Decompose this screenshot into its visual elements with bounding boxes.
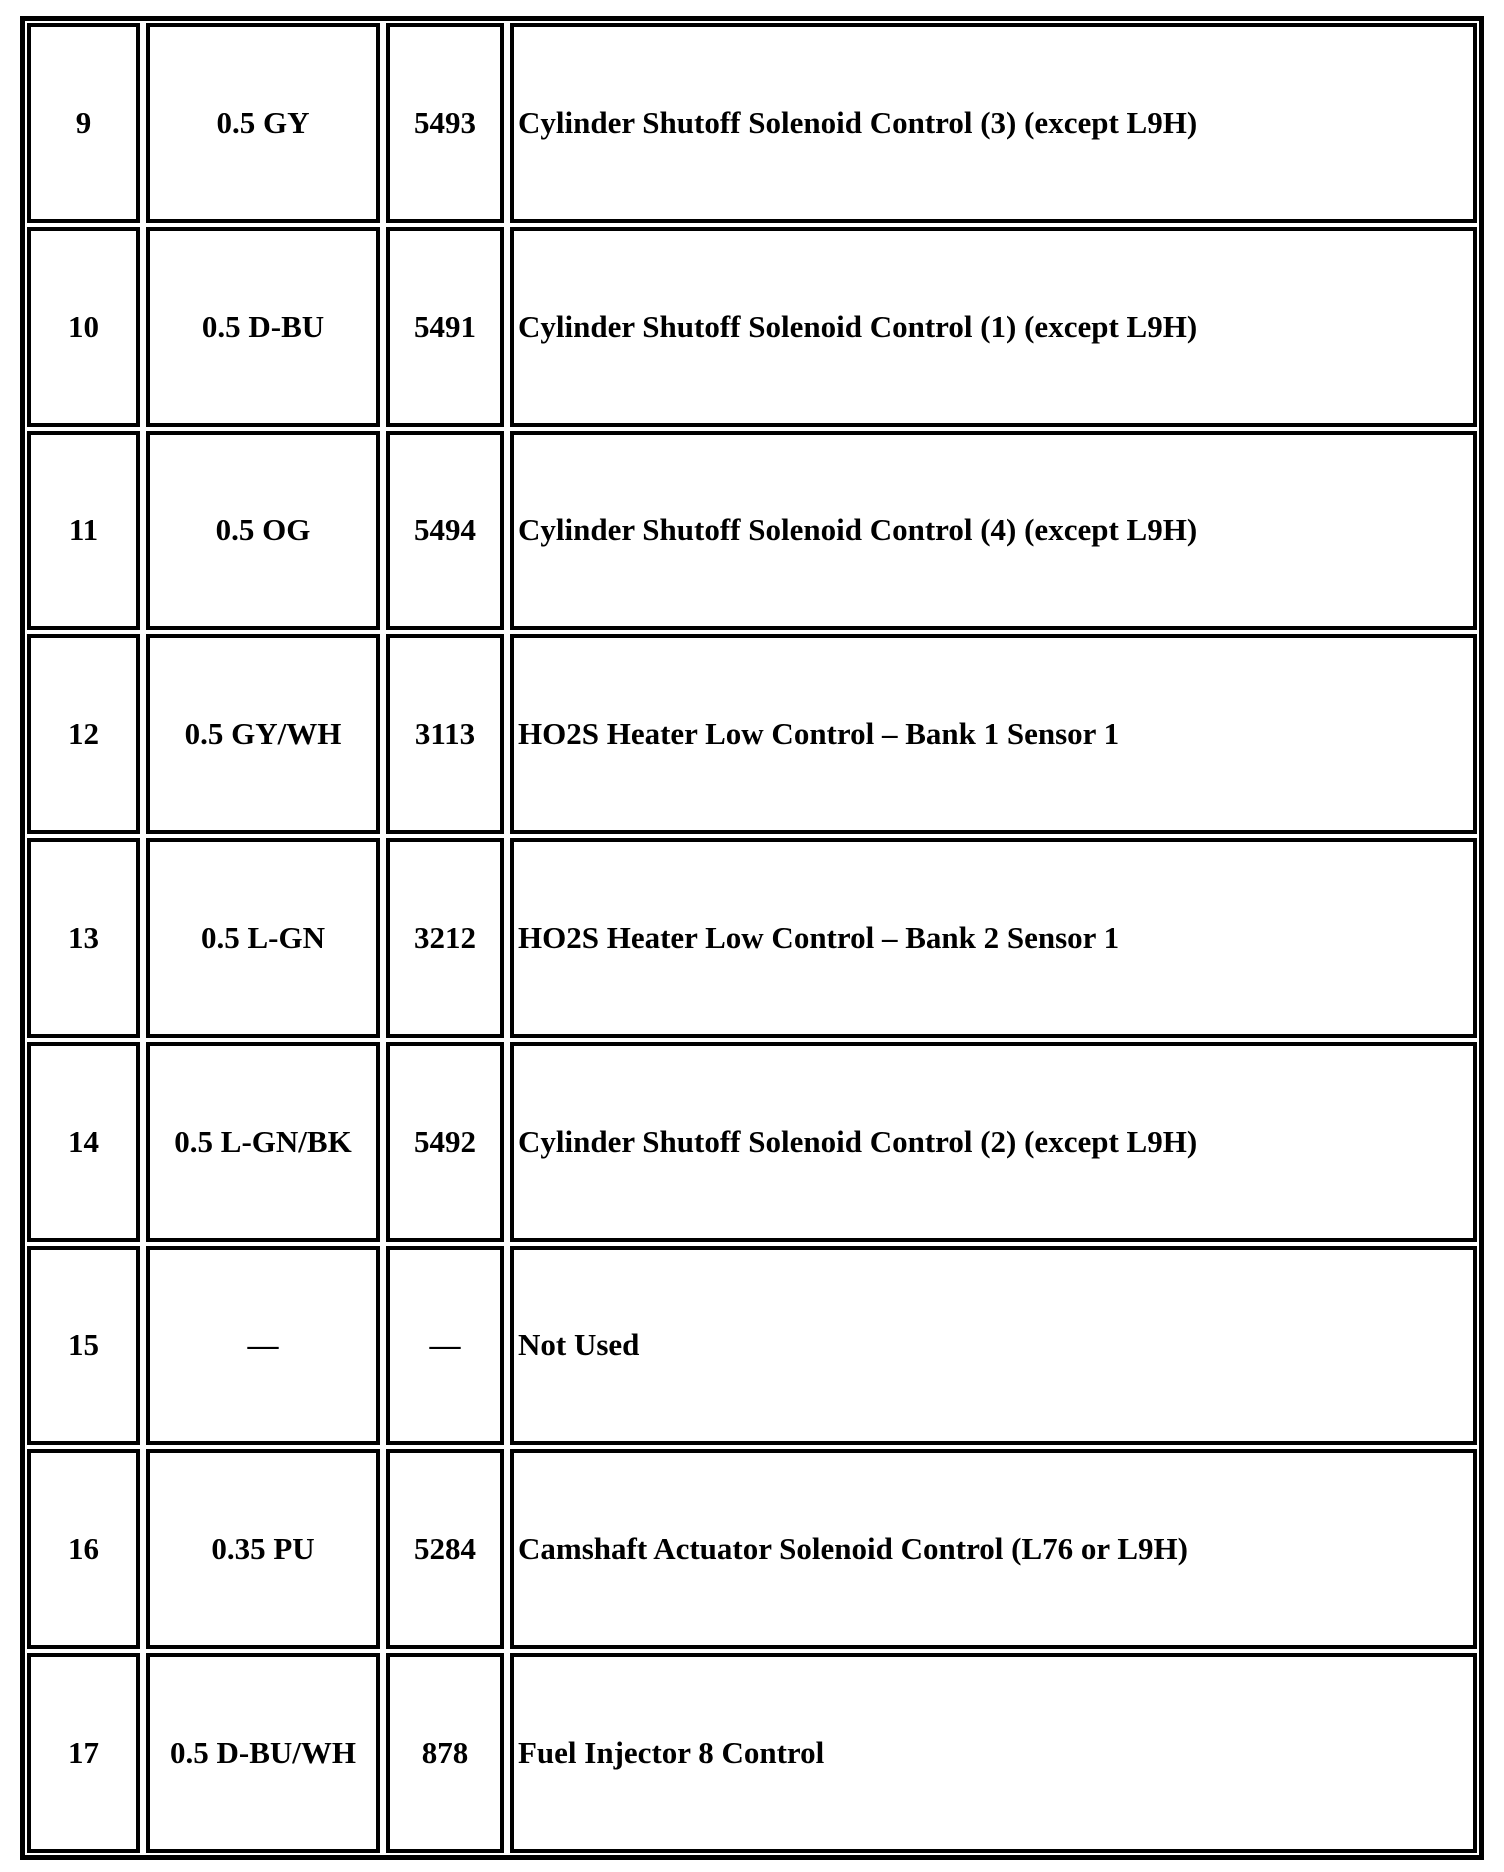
pin-number-cell: 17 xyxy=(27,1653,140,1853)
circuit-number-cell: 3113 xyxy=(386,634,504,834)
table-row xyxy=(27,227,1477,427)
pin-number-cell: 15 xyxy=(27,1246,140,1446)
function-cell: Cylinder Shutoff Solenoid Control (2) (except L9H) xyxy=(510,1042,1477,1242)
connector-pinout-table xyxy=(21,19,1483,1857)
pin-number-cell: 11 xyxy=(27,431,140,631)
wire-color-cell: 0.5 OG xyxy=(146,431,380,631)
connector-pinout-table-frame xyxy=(20,16,1484,1860)
wire-color-cell: 0.5 L-GN xyxy=(146,838,380,1038)
circuit-number-cell: 5493 xyxy=(386,23,504,223)
circuit-number-cell: 5494 xyxy=(386,431,504,631)
function-cell: Fuel Injector 8 Control xyxy=(510,1653,1477,1853)
wire-color-cell: 0.5 GY xyxy=(146,23,380,223)
circuit-number-cell: 5284 xyxy=(386,1449,504,1649)
pin-number-cell: 12 xyxy=(27,634,140,834)
pin-number-cell: 13 xyxy=(27,838,140,1038)
pin-number-cell: 9 xyxy=(27,23,140,223)
wire-color-cell: 0.5 D-BU xyxy=(146,227,380,427)
table-row xyxy=(27,1653,1477,1853)
table-row xyxy=(27,1246,1477,1446)
wire-color-cell: 0.5 GY/WH xyxy=(146,634,380,834)
function-cell: Camshaft Actuator Solenoid Control (L76 or L9H) xyxy=(510,1449,1477,1649)
table-row xyxy=(27,838,1477,1038)
function-cell: HO2S Heater Low Control – Bank 1 Sensor 1 xyxy=(510,634,1477,834)
pin-number-cell: 16 xyxy=(27,1449,140,1649)
table-row xyxy=(27,431,1477,631)
table-row xyxy=(27,1449,1477,1649)
circuit-number-cell: 5492 xyxy=(386,1042,504,1242)
function-cell: Cylinder Shutoff Solenoid Control (4) (except L9H) xyxy=(510,431,1477,631)
table-row xyxy=(27,1042,1477,1242)
wire-color-cell: — xyxy=(146,1246,380,1446)
pin-number-cell: 10 xyxy=(27,227,140,427)
table-row xyxy=(27,23,1477,223)
table-row xyxy=(27,634,1477,834)
function-cell: HO2S Heater Low Control – Bank 2 Sensor 1 xyxy=(510,838,1477,1038)
function-cell: Cylinder Shutoff Solenoid Control (1) (except L9H) xyxy=(510,227,1477,427)
wire-color-cell: 0.35 PU xyxy=(146,1449,380,1649)
wire-color-cell: 0.5 D-BU/WH xyxy=(146,1653,380,1853)
pin-number-cell: 14 xyxy=(27,1042,140,1242)
circuit-number-cell: 878 xyxy=(386,1653,504,1853)
function-cell: Not Used xyxy=(510,1246,1477,1446)
circuit-number-cell: 3212 xyxy=(386,838,504,1038)
circuit-number-cell: — xyxy=(386,1246,504,1446)
circuit-number-cell: 5491 xyxy=(386,227,504,427)
function-cell: Cylinder Shutoff Solenoid Control (3) (except L9H) xyxy=(510,23,1477,223)
wire-color-cell: 0.5 L-GN/BK xyxy=(146,1042,380,1242)
